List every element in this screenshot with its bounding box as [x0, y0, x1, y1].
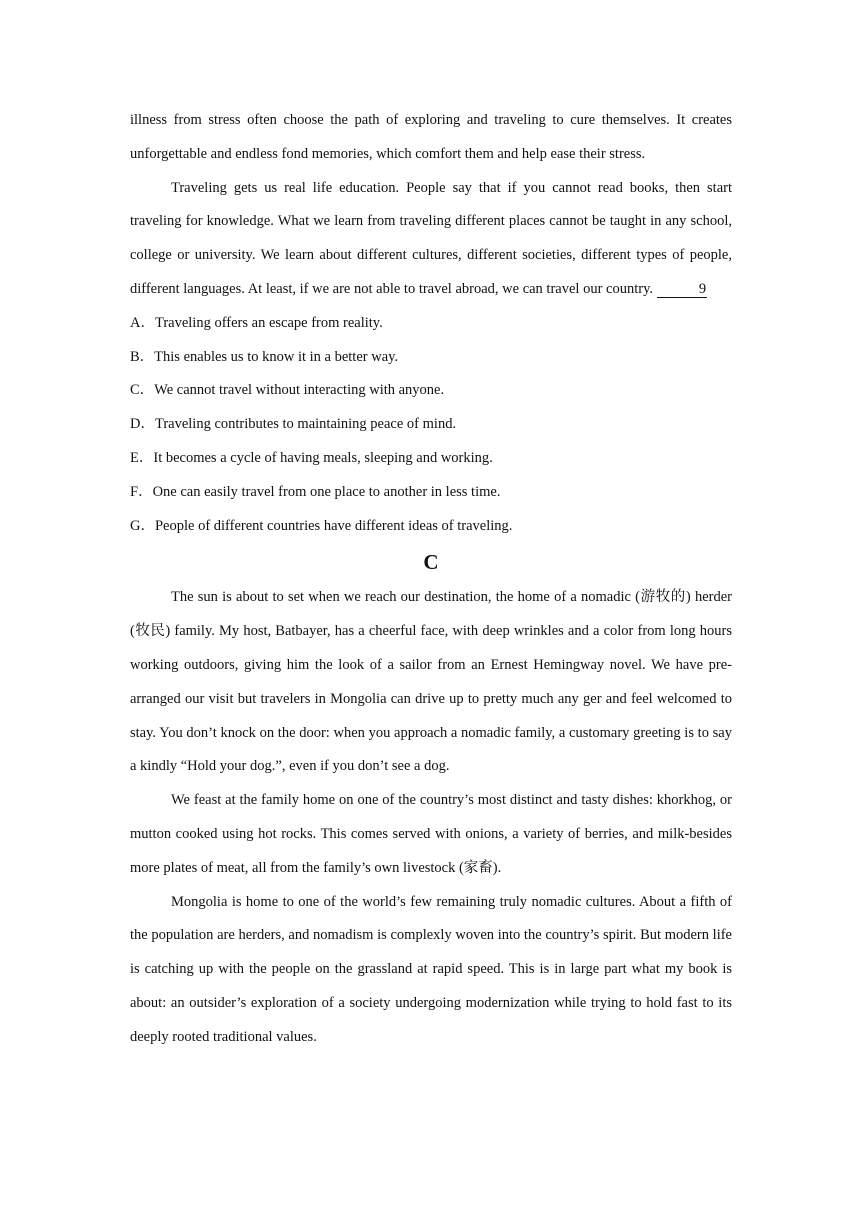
- options-list: [130, 307, 732, 544]
- option-c: [130, 374, 732, 408]
- option-text: Traveling contributes to maintaining peace of mind.: [154, 416, 457, 433]
- passage-b-paragraph-2: [130, 172, 732, 307]
- option-letter: A．: [130, 314, 155, 331]
- section-title-c: C: [423, 550, 439, 575]
- option-text: One can easily travel from one place to another in less time.: [152, 483, 501, 500]
- passage-c-paragraph-3: Mongolia is home to one of the world’s few remaining truly nomadic cultures. About a fifth of the population are herders, and nomadism is complexly woven into the country’s spirit. But modern life is catching up with the people on the grassland at rapid speed. This is in large part what my book is about: an outsider’s exploration of a society undergoing modernization while trying to hold fast to its deeply rooted traditional values.: [130, 893, 732, 1045]
- passage-c-paragraph-2: We feast at the family home on one of the country’s most distinct and tasty dishes: khorkhog, or mutton cooked using hot rocks. This comes served with onions, a variety of berries, and milk-besides more plates of meat, all from the family’s own livestock (家畜).: [130, 792, 732, 876]
- option-d: [130, 408, 732, 442]
- option-text: Traveling offers an escape from reality.: [154, 314, 383, 331]
- option-letter: G．: [130, 517, 155, 534]
- option-letter: D．: [130, 416, 155, 433]
- option-letter: E．: [130, 449, 154, 466]
- option-a: [130, 307, 732, 341]
- option-text: It becomes a cycle of having meals, sleeping and working.: [153, 449, 493, 466]
- option-e: [130, 442, 732, 476]
- option-text: This enables us to know it in a better way.: [154, 348, 399, 365]
- option-letter: C．: [130, 382, 155, 399]
- option-text: People of different countries have different ideas of traveling.: [154, 517, 513, 534]
- option-letter: B．: [130, 348, 155, 365]
- option-letter: F．: [130, 483, 153, 500]
- passage-b-paragraph-continued: illness from stress often choose the path of exploring and traveling to cure themselves. It creates unforgettable and endless fond memories, which comfort them and help ease their stress.: [130, 112, 732, 162]
- answer-blank-9: 9: [657, 281, 707, 298]
- option-text: We cannot travel without interacting with anyone.: [154, 382, 445, 399]
- option-f: [130, 476, 732, 510]
- passage-c-paragraph-1: The sun is about to set when we reach our destination, the home of a nomadic (游牧的) herder (牧民) family. My host, Batbayer, has a cheerful face, with deep wrinkles and a color from long hours working outdoors, giving him the look of a sailor from an Ernest Hemingway novel. We have pre-arranged our visit but travelers in Mongolia can drive up to pretty much any ger and feel welcomed to stay. You don’t knock on the door: when you approach a nomadic family, a customary greeting is to say a kindly “Hold your dog.”, even if you don’t see a dog.: [130, 589, 732, 775]
- document-page: [130, 104, 732, 1055]
- option-b: [130, 341, 732, 375]
- option-g: [130, 510, 732, 544]
- paragraph-2-text: Traveling gets us real life education. People say that if you cannot read books, then start traveling for knowledge. What we learn from traveling different places cannot be taught in any school, college or university. We learn about different cultures, different societies, different types of people, different languages. At least, if we are not able to travel abroad, we can travel our country.: [130, 179, 732, 297]
